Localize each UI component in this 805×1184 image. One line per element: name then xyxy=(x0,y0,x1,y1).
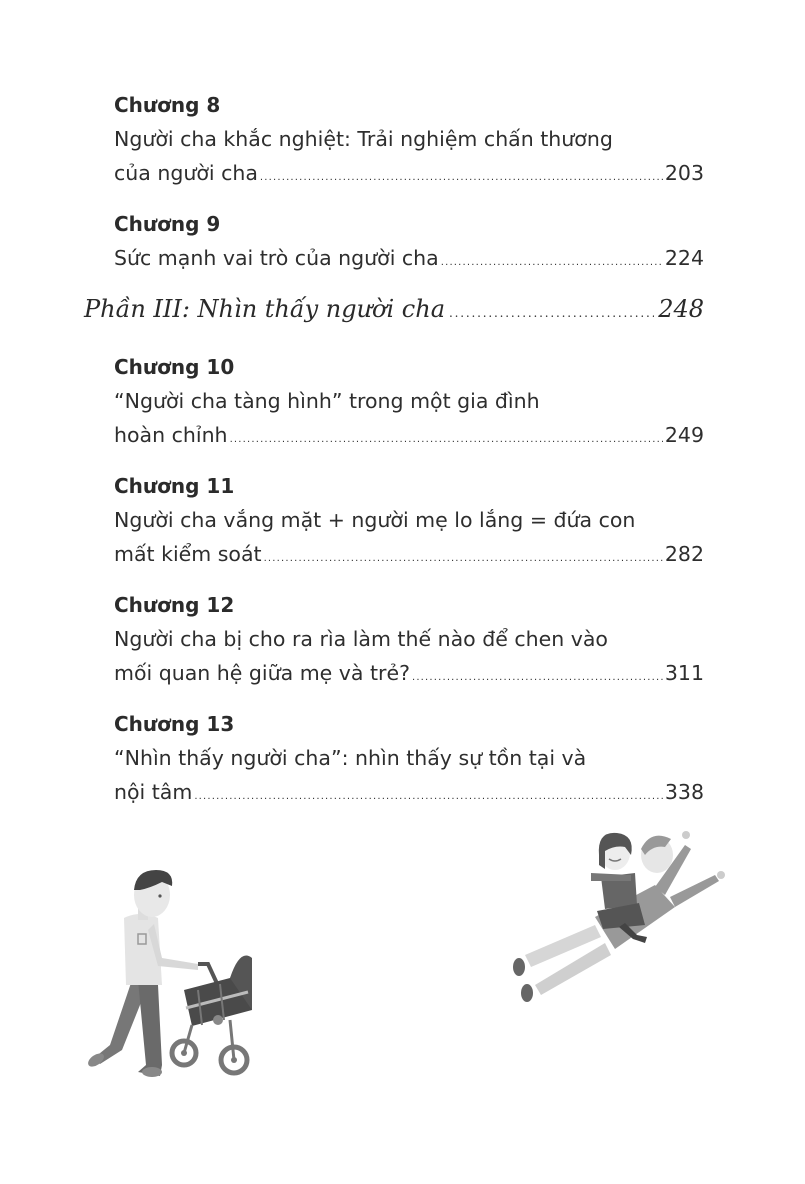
dot-leader xyxy=(412,656,663,695)
toc-lower xyxy=(114,350,704,826)
dot-leader xyxy=(449,290,654,332)
dot-leader xyxy=(194,775,663,814)
part-title: Phần III: Nhìn thấy người cha xyxy=(84,295,446,323)
chapter-heading: Chương 8 xyxy=(114,93,221,117)
chapter-title-line: “Nhìn thấy người cha”: nhìn thấy sự tồn tại và xyxy=(114,746,587,770)
chapter-title-line: Người cha bị cho ra rìa làm thế nào để chen vào xyxy=(114,627,608,651)
page-number: 249 xyxy=(664,423,704,447)
chapter-title-line: Người cha vắng mặt + người mẹ lo lắng = đứa con xyxy=(114,508,636,532)
father-with-stroller-illustration xyxy=(80,860,260,1085)
page-number: 282 xyxy=(664,542,704,566)
chapter-leader-line xyxy=(114,418,704,457)
dot-leader xyxy=(441,241,663,280)
chapter-leader-line xyxy=(114,775,704,814)
chapter-title-end: của người cha xyxy=(114,161,258,185)
chapter-heading: Chương 10 xyxy=(114,355,235,379)
page-number: 224 xyxy=(664,246,704,270)
chapter-heading: Chương 9 xyxy=(114,212,221,236)
chapter-title-line: “Người cha tàng hình” trong một gia đình xyxy=(114,389,540,413)
chapter-title-end: Sức mạnh vai trò của người cha xyxy=(114,246,439,270)
chapter-leader-line xyxy=(114,156,704,195)
father-flying-with-child-illustration xyxy=(505,825,730,1010)
toc-entry-chapter-12 xyxy=(114,588,704,695)
chapter-title-end: hoàn chỉnh xyxy=(114,423,228,447)
dot-leader xyxy=(264,537,663,576)
dot-leader xyxy=(260,156,663,195)
chapter-heading: Chương 11 xyxy=(114,474,235,498)
page-number: 203 xyxy=(664,161,704,185)
chapter-leader-line xyxy=(114,537,704,576)
toc-entry-chapter-10 xyxy=(114,350,704,457)
dot-leader xyxy=(230,418,663,457)
toc-entry-chapter-9 xyxy=(114,207,704,280)
chapter-title-end: mất kiểm soát xyxy=(114,542,262,566)
chapter-heading: Chương 13 xyxy=(114,712,235,736)
page-number: 311 xyxy=(664,661,704,685)
chapter-leader-line xyxy=(114,656,704,695)
page-number: 338 xyxy=(664,780,704,804)
chapter-title-end: nội tâm xyxy=(114,780,193,804)
chapter-leader-line xyxy=(114,241,704,280)
toc-upper xyxy=(114,88,704,292)
toc-entry-chapter-8 xyxy=(114,88,704,195)
part-heading xyxy=(84,290,704,332)
chapter-title-end: mối quan hệ giữa mẹ và trẻ? xyxy=(114,661,410,685)
toc-entry-chapter-13 xyxy=(114,707,704,814)
chapter-title-line: Người cha khắc nghiệt: Trải nghiệm chấn thương xyxy=(114,127,613,151)
chapter-heading: Chương 12 xyxy=(114,593,235,617)
part-page-number: 248 xyxy=(658,295,704,323)
toc-entry-chapter-11 xyxy=(114,469,704,576)
